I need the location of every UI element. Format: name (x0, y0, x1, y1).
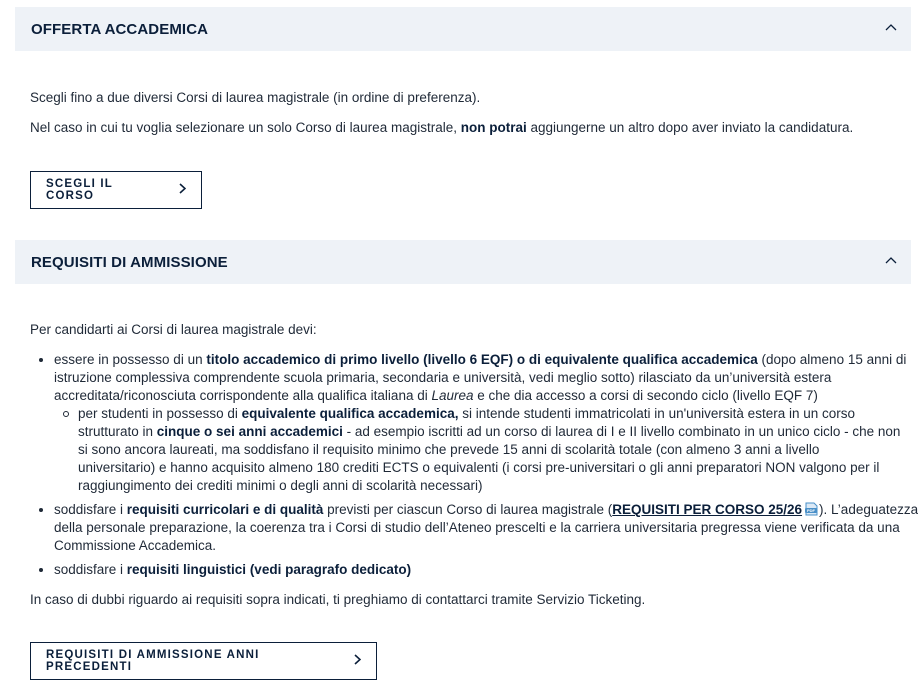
scegli-il-corso-button[interactable]: SCEGLI IL CORSO (30, 171, 202, 209)
list-item: per studenti in possesso di equivalente qualifica accademica, si intende studenti immatricolati in un'università estera in un corso strutturato in cinque o sei anni accademici - ad esempio iscritti ad un corso di laurea di I e II livello combinato in un unico ciclo - che non si sono ancora laureati, ma soddisfano il requisito minimo che prevede 15 anni di scolarità totale (con almeno 3 anni a livello universitario) e hanno acquisito almeno 180 crediti ECTS o equivalenti (i corsi pre-universitari o gli anni preparatori NON valgono per il raggiungimento dei crediti minimi o degli anni di scolarità necessari) (54, 405, 898, 495)
sub-list (54, 405, 901, 495)
requisiti-anni-precedenti-button[interactable]: REQUISITI DI AMMISSIONE ANNI PRECEDENTI (30, 642, 377, 680)
requisiti-ammissione-header[interactable] (15, 240, 911, 284)
course-choice-text: Scegli fino a due diversi Corsi di laurea magistrale (in ordine di preferenza). (30, 90, 481, 105)
requirements-intro: Per candidarti ai Corsi di laurea magistrale devi: (30, 322, 317, 337)
chevron-up-icon[interactable] (885, 256, 895, 266)
chevron-up-icon[interactable] (885, 23, 895, 33)
list-item: soddisfare i requisiti linguistici (vedi paragrafo dedicato) (30, 561, 898, 579)
section-title: REQUISITI DI AMMISSIONE (31, 253, 228, 271)
svg-text:PDF: PDF (807, 508, 816, 513)
requisiti-per-corso-link[interactable]: REQUISITI PER CORSO 25/26 (612, 502, 803, 517)
section-title: OFFERTA ACCADEMICA (31, 20, 209, 38)
list-item: soddisfare i requisiti curricolari e di qualità previsti per ciascun Corso di laurea magistrale (REQUISITI PER CORSO 25/26 PDF ). L’adeguatezza della personale preparazione, la coerenza tra i Corsi di studio dell’Ateneo prescelti e la carriera universitaria pregressa viene verificata da una Commissione Accademica. (30, 501, 898, 555)
chevron-right-icon (354, 654, 361, 668)
single-course-warning: Nel caso in cui tu voglia selezionare un solo Corso di laurea magistrale, non potrai aggiungerne un altro dopo aver inviato la candidatura. (30, 120, 854, 135)
ticketing-text: In caso di dubbi riguardo ai requisiti sopra indicati, ti preghiamo di contattarci tramite Servizio Ticketing. (30, 592, 646, 607)
chevron-right-icon (179, 183, 186, 197)
pdf-icon[interactable] (804, 502, 819, 516)
requirements-list (30, 351, 918, 579)
offerta-accademica-header[interactable] (15, 7, 911, 51)
list-item: essere in possesso di un titolo accademico di primo livello (livello 6 EQF) o di equivalente qualifica accademica (dopo almeno 15 anni di istruzione complessiva comprendente scuola primaria, secondaria e università, vedi meglio sotto) rilasciato da un’università estera accreditata/riconosciuta corrispondente alla qualifica italiana di Laurea e che dia accesso a corsi di secondo ciclo (livello EQF 7) per studenti in possesso di equivalente qualifica accademica, si intende studenti immatricolati in un'università estera in un corso strutturato in cinque o sei anni accademici - ad esempio iscritti ad un corso di laurea di I e II livello combinato in un unico ciclo - che non si sono ancora laureati, ma soddisfano il requisito minimo che prevede 15 anni di scolarità totale (con almeno 3 anni a livello universitario) e hanno acquisito almeno 180 crediti ECTS o equivalenti (i corsi pre-universitari o gli anni preparatori NON valgono per il raggiungimento dei crediti minimi o degli anni di scolarità necessari) (30, 351, 898, 495)
